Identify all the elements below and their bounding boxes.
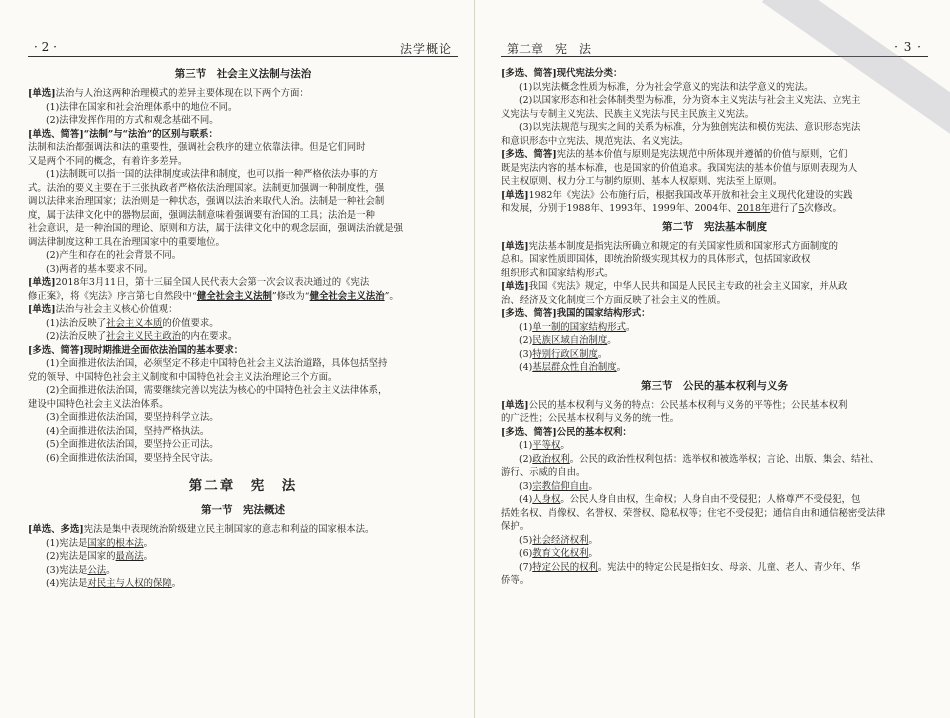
text-line: 式。法治的要义主要在于三张执政者严格依法治理国家。法制更加强调一种制度性，强 [28, 182, 385, 194]
text-span: 。公民人身自由权，生命权；人身自由不受侵犯；人格尊严不受侵犯，包 [560, 494, 861, 505]
text-line: 调法律制度这种工具在治理国家中的重要地位。 [28, 236, 225, 248]
text-line [501, 67, 928, 81]
section-heading: 第三节 社会主义法制与法治 [174, 68, 312, 80]
text-span: 。 [143, 551, 154, 562]
question-type-tag: [单选] [501, 189, 529, 201]
text-line [28, 577, 458, 591]
text-line: (2)法律发挥作用的方式和观念基础不同。 [46, 115, 219, 126]
text-span: 宪法的基本价值与原则是宪法规范中所体现并遵循的价值与原则，它们 [556, 149, 848, 160]
text-line: (1)以宪法概念性质为标准，分为社会学意义的宪法和法学意义的宪法。 [519, 81, 814, 93]
text-span: 宪法基本制度是指宪法所确立和规定的有关国家性质和国家形式方面制度的 [528, 240, 839, 252]
text-line [501, 321, 928, 335]
text-line: 侨等。 [501, 575, 530, 586]
question-type-tag: [单选] [501, 399, 529, 411]
text-line: 民主权原则、权力分工与制约原则、基本人权原则、宪法至上原则。 [501, 176, 783, 187]
text-line: (3)以宪法规范与现实之间的关系为标准，分为独创宪法和模仿宪法、意识形态宪法 [519, 122, 861, 133]
text-span: 。 [106, 564, 116, 576]
text-span: 法治与人治这两种治理模式的差异主要体现在以下两个方面： [55, 88, 309, 99]
question-type-tag: [多选、简答] [501, 308, 557, 319]
text-span: (4) [519, 494, 533, 505]
text-span: 。 [588, 548, 598, 559]
text-line: 和意识形态中立宪法、规范宪法、名义宪法。 [501, 135, 689, 147]
text-line: 建设中国特色社会主义法治体系。 [28, 398, 169, 410]
left-running-head: 法学概论 [399, 42, 452, 56]
text-span: (3) [519, 480, 533, 492]
text-span: 国家的根本法 [87, 537, 144, 549]
text-line: 组织形式和国家结构形式。 [501, 267, 614, 279]
text-span: (6) [519, 548, 533, 559]
text-line: (2)全面推进依法治国，需要继续完善以宪法为核心的中国特色社会主义法律体系， [46, 385, 388, 396]
question-type-tag: [单选、多选] [28, 524, 84, 535]
text-span: 基层群众性自治制度 [532, 362, 617, 373]
text-span: 最高法 [115, 551, 144, 562]
text-line: (1)法制既可以指一国的法律制度或法律和制度，也可以指一种严格依法办事的方 [46, 169, 379, 180]
text-line [501, 307, 928, 321]
text-span: 。 [143, 537, 154, 549]
text-line: 社会意识，是一种治国的理论、原则和方法，属于法律文化中的观念层面，强调法治就是强 [28, 223, 404, 234]
text-span: (4)宪法是 [46, 578, 88, 589]
text-span: (2) [519, 453, 533, 465]
right-page-body [501, 67, 928, 588]
text-span: 法治与社会主义核心价值观： [55, 304, 178, 315]
left-page-header [28, 38, 458, 57]
text-line [28, 128, 458, 142]
text-line [28, 344, 458, 358]
text-line: (3)全面推进依法治国，要坚持科学立法。 [46, 412, 219, 423]
question-type-tag: [多选、简答] [501, 149, 557, 160]
text-span: (2)法治反映了 [46, 331, 107, 342]
text-span: 对民主与人权的保障 [87, 578, 172, 589]
text-span: (5) [519, 534, 533, 546]
question-type-tag: [多选、简答] [28, 344, 84, 356]
text-line [28, 564, 458, 578]
text-span: 2018年3月11日，第十三届全国人民代表大会第一次会议表决通过的《宪法 [55, 277, 370, 288]
question-type-tag: [单选] [28, 304, 56, 315]
text-line: 度，属于法律文化中的器物层面，强调法制意味着强调要有治国的工具；法治是一种 [28, 209, 375, 221]
text-line [501, 493, 928, 507]
text-span: 。 [560, 440, 570, 451]
text-span: 次修改。 [804, 203, 842, 214]
text-span: 和发展，分别于1988年、1993年、1999年、2004年、 [501, 203, 738, 214]
text-span: 社会主义民主政治 [106, 331, 182, 342]
text-line: (6)全面推进依法治国，要坚持全民守法。 [46, 452, 219, 464]
text-span: 公法 [87, 564, 107, 576]
text-line: 既是宪法内容的基本标准，也是国家的价值追求。我国宪法的基本价值与原则表现为人 [501, 162, 858, 174]
text-span: 我国的国家结构形式： [556, 308, 651, 319]
text-span: 特定公民的权利 [532, 561, 598, 573]
text-line [501, 148, 928, 162]
text-line: (2)以国家形态和社会体制类型为标准，分为资本主义宪法与社会主义宪法、立宪主 [519, 95, 861, 106]
text-span: 1982年《宪法》公布施行后，根据我国改革开放和社会主义现代化建设的实践 [528, 189, 853, 201]
text-line [28, 87, 458, 101]
text-span: (7) [519, 561, 533, 573]
text-span: 。 [626, 321, 636, 333]
left-page-body [28, 67, 458, 591]
question-type-tag: [多选、简答] [501, 68, 557, 79]
question-type-tag: [单选、简答] [28, 128, 84, 140]
section-heading: 第三节 公民的基本权利与义务 [641, 379, 788, 392]
text-span: 。 [616, 362, 627, 373]
text-span: 。宪法中的特定公民是指妇女、母亲、儿童、老人、青少年、华 [597, 561, 861, 573]
chapter-heading: 第二章 宪 法 [188, 478, 298, 494]
text-line: 总和。国家性质即国体，即统治阶级实现其权力的具体形式，包括国家政权 [501, 254, 811, 265]
text-span: 宗教信仰自由 [532, 480, 589, 492]
text-span: 人身权 [532, 494, 561, 505]
text-line: (3)两者的基本要求不同。 [46, 263, 154, 275]
text-span: 的内在要求。 [181, 331, 238, 342]
text-line [501, 334, 928, 348]
right-page-header [501, 38, 928, 57]
text-span: (2) [519, 335, 533, 346]
text-span: (1)宪法是 [46, 537, 88, 549]
text-span: 。 [171, 578, 182, 589]
left-page-number: · 2 · [34, 40, 57, 54]
text-span: 平等权 [532, 440, 561, 451]
text-span: 。 [588, 534, 598, 546]
text-span: 修正案》，将《宪法》序言第七自然段中“ [28, 290, 197, 302]
text-line [28, 303, 458, 317]
text-line [501, 348, 928, 362]
text-span: (3) [519, 348, 533, 360]
text-span: 民族区域自治制度 [532, 335, 608, 346]
text-line: 游行、示威的自由。 [501, 467, 586, 478]
text-line: (1)全面推进依法治国，必须坚定不移走中国特色社会主义法治道路，具体包括坚持 [46, 358, 388, 369]
question-type-tag: [单选] [501, 240, 529, 252]
text-line: 调以法律来治理国家；法治则是一种状态，强调以法治来取代人治。法制是一种社会制 [28, 196, 385, 207]
text-line [28, 550, 458, 564]
text-line [501, 361, 928, 375]
section-heading: 第二节 宪法基本制度 [662, 220, 767, 233]
question-type-tag: [多选、简答] [501, 426, 557, 438]
text-span: 社会经济权利 [532, 534, 589, 546]
text-span: (1)法治反映了 [46, 317, 107, 329]
text-line [28, 290, 458, 304]
text-span: 特别行政区制度 [532, 348, 598, 360]
text-line [28, 537, 458, 551]
text-span: 我国《宪法》规定，中华人民共和国是人民民主专政的社会主义国家，并从政 [528, 281, 848, 292]
text-line: 法制和法治都强调法和法的重要性，强调社会秩序的建立依靠法律。但是它们同时 [28, 142, 366, 153]
text-line: 义宪法与专制主义宪法、民族主义宪法与民主民族主义宪法。 [501, 108, 755, 120]
text-line: 治、经济及文化制度三个方面反映了社会主义的性质。 [501, 294, 727, 306]
text-span: “法制”与“法治”的区别与联系： [83, 128, 218, 140]
text-line: 括姓名权、肖像权、名誉权、荣誉权、隐私权等；住宅不受侵犯；通信自由和通信秘密受法律 [501, 507, 886, 519]
question-type-tag: [单选] [28, 277, 56, 288]
text-span: 。公民的政治性权利包括：选举权和被选举权；言论、出版、集会、结社、 [569, 453, 880, 465]
text-span: 政治权利 [532, 453, 570, 465]
text-span: 单一制的国家结构形式 [532, 321, 627, 333]
text-line [501, 480, 928, 494]
text-line [501, 547, 928, 561]
text-span: 宪法是集中表现统治阶级建立民主制国家的意志和利益的国家根本法。 [83, 524, 375, 535]
question-type-tag: [单选] [28, 88, 56, 99]
text-line [501, 202, 928, 216]
text-line [501, 189, 928, 203]
text-span: 。 [588, 480, 598, 492]
text-span: (4) [519, 362, 533, 373]
text-line [501, 399, 928, 413]
text-span: 的价值要求。 [162, 317, 219, 329]
text-span: 教育文化权利 [532, 548, 589, 559]
right-page [475, 0, 950, 718]
section-heading: 第一节 宪法概述 [201, 504, 285, 516]
text-line: (1)法律在国家和社会治理体系中的地位不同。 [46, 101, 238, 113]
text-line [501, 453, 928, 467]
text-span: 。 [607, 335, 617, 346]
text-span: (1) [519, 440, 533, 451]
text-line [501, 240, 928, 254]
text-span: 公民的基本权利与义务的特点：公民基本权利与义务的平等性；公民基本权利 [528, 399, 848, 411]
text-span: 现代宪法分类： [556, 68, 623, 79]
text-span: (1) [519, 321, 533, 333]
text-span: 进行了 [770, 203, 799, 214]
text-line [28, 330, 458, 344]
right-page-number: · 3 · [894, 40, 922, 54]
text-line: (2)产生和存在的社会背景不同。 [46, 250, 182, 261]
question-type-tag: [单选] [501, 281, 529, 292]
text-span: 现时期推进全面依法治国的基本要求： [83, 344, 244, 356]
text-line [501, 561, 928, 575]
text-line [28, 276, 458, 290]
text-line: 保护。 [501, 521, 530, 532]
right-running-head: 第二章 宪 法 [507, 42, 592, 56]
text-line [501, 426, 928, 440]
text-line: 的广泛性；公民基本权利与义务的统一性。 [501, 413, 680, 424]
text-span: 健全社会主义法治 [309, 290, 385, 302]
text-span: ”修改为“ [271, 290, 310, 302]
text-line [501, 280, 928, 294]
text-span: (2)宪法是国家的 [46, 551, 116, 562]
text-line [28, 317, 458, 331]
text-span: 社会主义本质 [106, 317, 163, 329]
text-line [501, 439, 928, 453]
text-span: (3)宪法是 [46, 564, 88, 576]
text-span: 公民的基本权利： [556, 426, 632, 438]
text-line [28, 523, 458, 537]
text-line [501, 534, 928, 548]
text-span: 2018年 [737, 203, 771, 214]
text-line: 党的领导、中国特色社会主义制度和中国特色社会主义法治理论三个方面。 [28, 371, 338, 383]
text-span: 健全社会主义法制 [196, 290, 272, 302]
text-span: ”。 [384, 290, 399, 302]
text-span: 5 [798, 203, 805, 214]
text-span: 。 [597, 348, 608, 360]
text-line: (4)全面推进依法治国，坚持严格执法。 [46, 425, 210, 437]
text-line: (5)全面推进依法治国，要坚持公正司法。 [46, 439, 219, 450]
text-line: 又是两个不同的概念，有着许多差异。 [28, 155, 188, 167]
